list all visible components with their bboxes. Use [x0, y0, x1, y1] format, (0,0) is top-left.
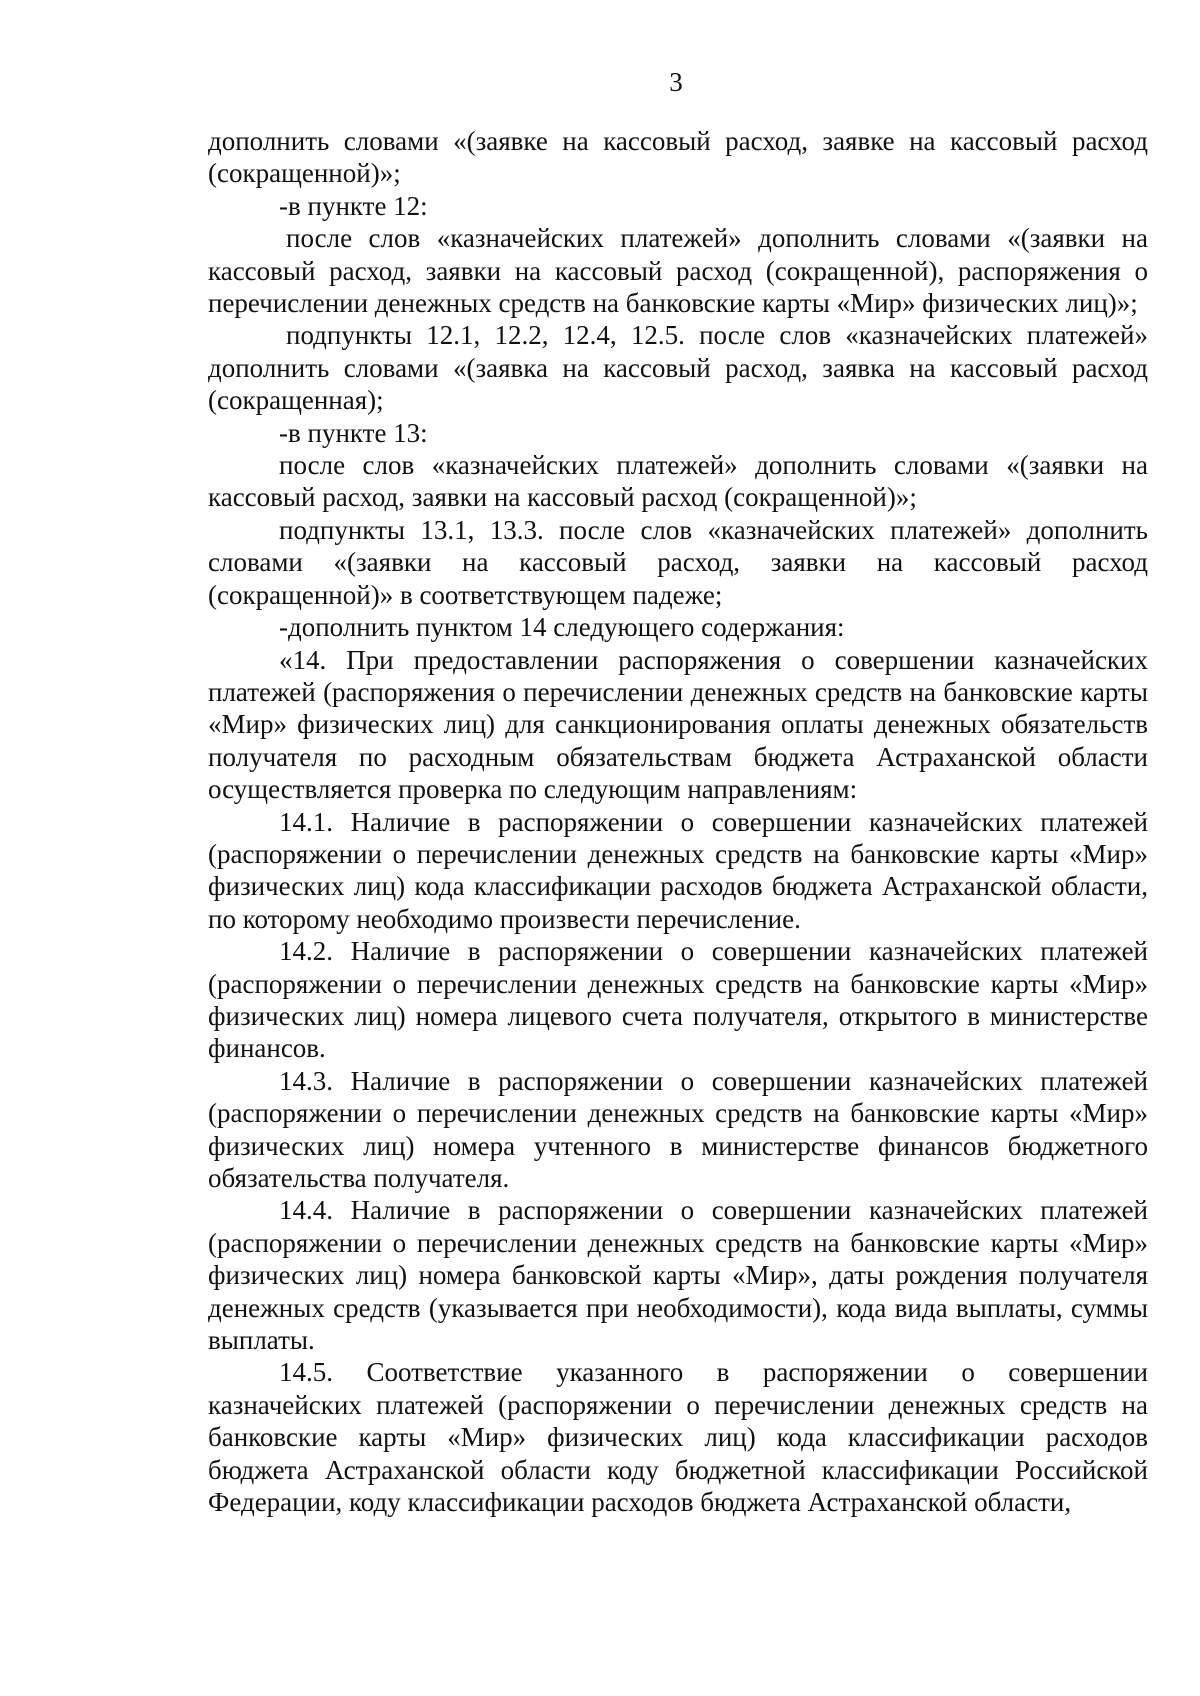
page-number: 3: [669, 67, 683, 97]
paragraph: -в пункте 13:: [279, 417, 428, 448]
paragraph: подпункты 12.1, 12.2, 12.4, 12.5. после слов «казначейских платежей» дополнить словами «(заявка на кассовый расход, заявка на кассовый расход (сокращенная);: [208, 320, 1148, 416]
paragraph: дополнить словами «(заявке на кассовый расход, заявке на кассовый расход (сокращенной)»;: [208, 126, 1148, 189]
paragraph: «14. При предоставлении распоряжения о совершении казначейских платежей (распоряжения о перечислении денежных средств на банковские карты «Мир» физических лиц) для санкционирования оплаты денежных обязательств получателя по расходным обязательствам бюджета Астраханской области осуществляется проверка по следующим направлениям:: [208, 644, 1148, 805]
paragraph: 14.1. Наличие в распоряжении о совершении казначейских платежей (распоряжении о перечислении денежных средств на банковские карты «Мир» физических лиц) кода классификации расходов бюджета Астраханской области, по которому необходимо произвести перечисление.: [208, 806, 1148, 934]
document-body: [208, 125, 1148, 1518]
paragraph: после слов «казначейских платежей» дополнить словами «(заявки на кассовый расход, заявки на кассовый расход (сокращенной)»;: [208, 450, 1148, 513]
paragraph: 14.2. Наличие в распоряжении о совершении казначейских платежей (распоряжении о перечислении денежных средств на банковские карты «Мир» физических лиц) номера лицевого счета получателя, открытого в министерстве финансов.: [208, 936, 1148, 1064]
paragraph: 14.3. Наличие в распоряжении о совершении казначейских платежей (распоряжении о перечислении денежных средств на банковские карты «Мир» физических лиц) номера учтенного в министерстве финансов бюджетного обязательства получателя.: [208, 1065, 1148, 1193]
paragraph: подпункты 13.1, 13.3. после слов «казначейских платежей» дополнить словами «(заявки на кассовый расход, заявки на кассовый расход (сокращенной)» в соответствующем падеже;: [208, 514, 1148, 610]
paragraph: после слов «казначейских платежей» дополнить словами «(заявки на кассовый расход, заявки на кассовый расход (сокращенной), распоряжения о перечислении денежных средств на банковские карты «Мир» физических лиц)»;: [208, 223, 1148, 319]
paragraph: 14.5. Соответствие указанного в распоряжении о совершении казначейских платежей (распоряжении о перечислении денежных средств на банковские карты «Мир» физических лиц) кода классификации расходов бюджета Астраханской области коду бюджетной классификации Российской Федерации, коду классификации расходов бюджета Астраханской области,: [208, 1357, 1148, 1518]
paragraph: -дополнить пунктом 14 следующего содержания:: [279, 612, 845, 643]
paragraph: 14.4. Наличие в распоряжении о совершении казначейских платежей (распоряжении о перечислении денежных средств на банковские карты «Мир» физических лиц) номера банковской карты «Мир», даты рождения получателя денежных средств (указывается при необходимости), кода вида выплаты, суммы выплаты.: [208, 1195, 1148, 1356]
paragraph: -в пункте 12:: [279, 190, 428, 221]
